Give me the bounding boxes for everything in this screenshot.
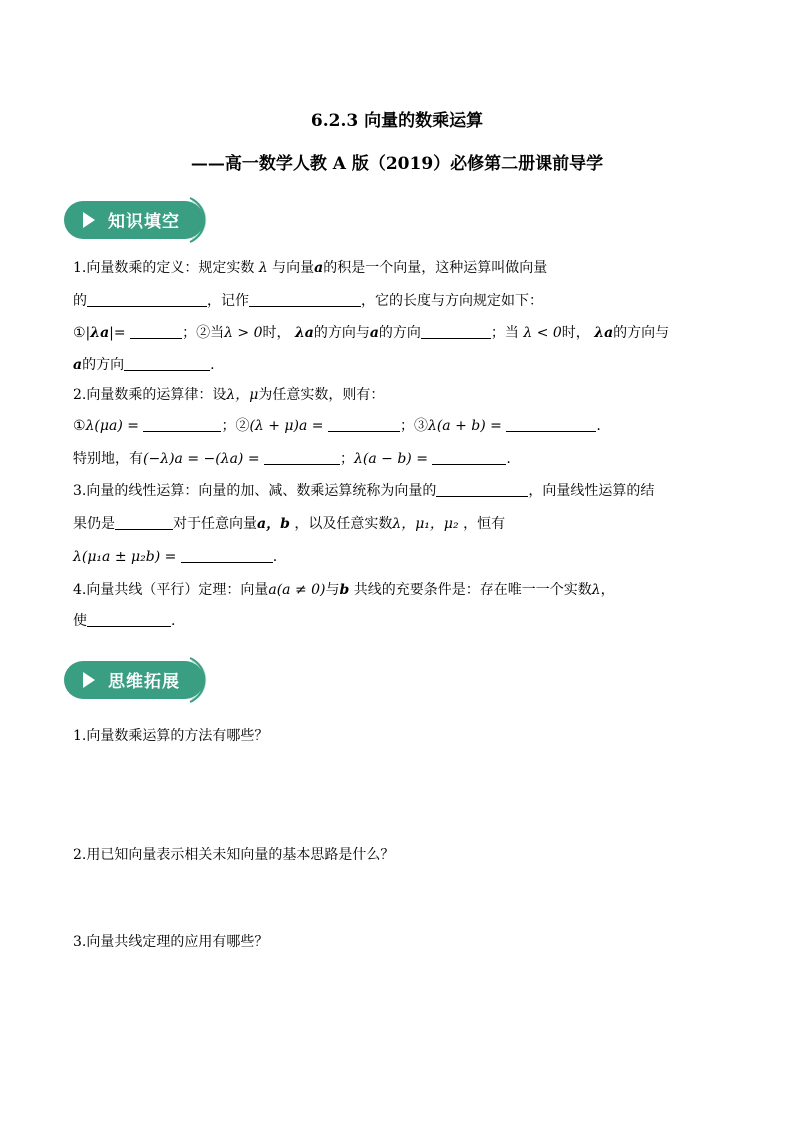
text-fragment: ；③ bbox=[399, 418, 428, 434]
question-3-line-2 bbox=[73, 514, 505, 534]
text-fragment: 时， bbox=[561, 325, 590, 341]
text-fragment: ；② bbox=[221, 418, 250, 434]
text-fragment: 的方向 bbox=[378, 325, 421, 341]
text-fragment: λ(μ₁a ± μ₂b) = bbox=[73, 549, 177, 565]
answer-blank[interactable] bbox=[264, 450, 340, 465]
question-1-line-2 bbox=[73, 291, 543, 311]
text-fragment: λ < 0 bbox=[523, 325, 562, 341]
text-fragment: λ，μ₁，μ₂ bbox=[392, 516, 459, 532]
question-1-line-1 bbox=[73, 258, 547, 278]
answer-blank[interactable] bbox=[436, 482, 528, 497]
text-fragment: (−λ)a = −(λa) = bbox=[143, 451, 260, 467]
text-fragment: ，恒有 bbox=[463, 516, 506, 532]
text-fragment: 的方向 bbox=[82, 357, 125, 373]
text-fragment: (λ + μ)a = bbox=[249, 418, 324, 434]
text-fragment: λ bbox=[258, 260, 268, 276]
answer-blank[interactable] bbox=[87, 292, 207, 307]
answer-blank[interactable] bbox=[87, 612, 171, 627]
answer-blank[interactable] bbox=[421, 324, 491, 339]
answer-blank[interactable] bbox=[143, 417, 221, 432]
page-title: 6.2.3 向量的数乘运算 bbox=[310, 111, 484, 131]
text-fragment: 使 bbox=[73, 613, 87, 629]
text-fragment: λ(μa) = bbox=[85, 418, 139, 434]
question-2-line-3 bbox=[73, 449, 511, 469]
text-fragment: ；当 bbox=[490, 325, 519, 341]
text-fragment: . bbox=[171, 613, 176, 629]
text-fragment: λa bbox=[294, 325, 314, 341]
question-2-line-1 bbox=[73, 385, 384, 405]
answer-blank[interactable] bbox=[181, 548, 273, 563]
expand-question-2: 2.用已知向量表示相关未知向量的基本思路是什么？ bbox=[73, 847, 395, 863]
text-fragment: . bbox=[272, 549, 278, 565]
text-fragment: λ > 0 bbox=[224, 325, 263, 341]
text-fragment: 的 bbox=[73, 293, 87, 309]
text-fragment: b bbox=[339, 582, 350, 598]
text-fragment: ；②当 bbox=[182, 325, 225, 341]
section-label: 思维拓展 bbox=[108, 672, 180, 692]
expand-question-1: 1.向量数乘运算的方法有哪些？ bbox=[73, 728, 269, 744]
text-fragment: 2.向量数乘的运算律：设 bbox=[73, 387, 227, 403]
answer-blank[interactable] bbox=[432, 450, 506, 465]
text-fragment: a，b bbox=[257, 516, 290, 532]
text-fragment: a(a ≠ 0) bbox=[268, 582, 326, 598]
text-fragment: ① bbox=[73, 418, 86, 434]
answer-blank[interactable] bbox=[328, 417, 400, 432]
text-fragment: ，它的长度与方向规定如下： bbox=[361, 293, 543, 309]
text-fragment: . bbox=[210, 357, 215, 373]
text-fragment: . bbox=[596, 418, 601, 434]
answer-blank[interactable] bbox=[130, 324, 182, 339]
text-fragment: λa bbox=[594, 325, 614, 341]
question-4-line-1 bbox=[73, 580, 615, 600]
text-fragment: ，向量线性运算的结 bbox=[528, 483, 655, 499]
text-fragment: 的积是一个向量，这种运算叫做向量 bbox=[323, 260, 548, 276]
text-fragment: λa bbox=[90, 325, 110, 341]
answer-blank[interactable] bbox=[115, 515, 173, 530]
text-fragment: λ bbox=[591, 582, 601, 598]
text-fragment: 特别地，有 bbox=[73, 451, 143, 467]
section-banner-knowledge bbox=[62, 196, 214, 244]
text-fragment: ； bbox=[340, 451, 355, 467]
text-fragment: 与 bbox=[325, 582, 340, 598]
text-fragment: ，以及任意实数 bbox=[294, 516, 393, 532]
question-1-line-3 bbox=[73, 323, 669, 343]
text-fragment: a bbox=[314, 260, 324, 276]
text-fragment: 1.向量数乘的定义：规定实数 bbox=[73, 260, 255, 276]
text-fragment: λ，μ bbox=[226, 387, 259, 403]
text-fragment: 为任意实数，则有： bbox=[258, 387, 385, 403]
section-banner-thinking bbox=[62, 656, 214, 704]
text-fragment: ①| bbox=[73, 325, 91, 341]
text-fragment: 的方向与 bbox=[313, 325, 370, 341]
text-fragment: 的方向与 bbox=[613, 325, 670, 341]
text-fragment: 与向量 bbox=[272, 260, 315, 276]
text-fragment: λ(a − b) = bbox=[354, 451, 428, 467]
text-fragment: a bbox=[73, 357, 83, 373]
answer-blank[interactable] bbox=[249, 292, 361, 307]
text-fragment: a bbox=[369, 325, 379, 341]
answer-blank[interactable] bbox=[124, 356, 210, 371]
question-2-line-2 bbox=[73, 416, 601, 436]
text-fragment: . bbox=[506, 451, 511, 467]
section-label: 知识填空 bbox=[108, 212, 180, 232]
text-fragment: 4.向量共线（平行）定理：向量 bbox=[73, 582, 269, 598]
question-4-line-2 bbox=[73, 611, 175, 631]
answer-blank[interactable] bbox=[506, 417, 596, 432]
question-3-line-1 bbox=[73, 481, 654, 501]
question-3-line-3 bbox=[73, 547, 277, 567]
text-fragment: ， bbox=[600, 582, 615, 598]
text-fragment: 对于任意向量 bbox=[173, 516, 257, 532]
text-fragment: |= bbox=[109, 325, 126, 341]
text-fragment: λ(a + b) = bbox=[427, 418, 502, 434]
text-fragment: 共线的充要条件是：存在唯一一个实数 bbox=[353, 582, 592, 598]
text-fragment: 3.向量的线性运算：向量的加、减、数乘运算统称为向量的 bbox=[73, 483, 437, 499]
text-fragment: ，记作 bbox=[207, 293, 249, 309]
page-subtitle: ——高一数学人教 A 版（2019）必修第二册课前导学 bbox=[190, 154, 604, 174]
text-fragment: 果仍是 bbox=[73, 516, 115, 532]
question-1-line-4 bbox=[73, 355, 215, 375]
text-fragment: 时， bbox=[262, 325, 291, 341]
expand-question-3: 3.向量共线定理的应用有哪些？ bbox=[73, 934, 269, 950]
